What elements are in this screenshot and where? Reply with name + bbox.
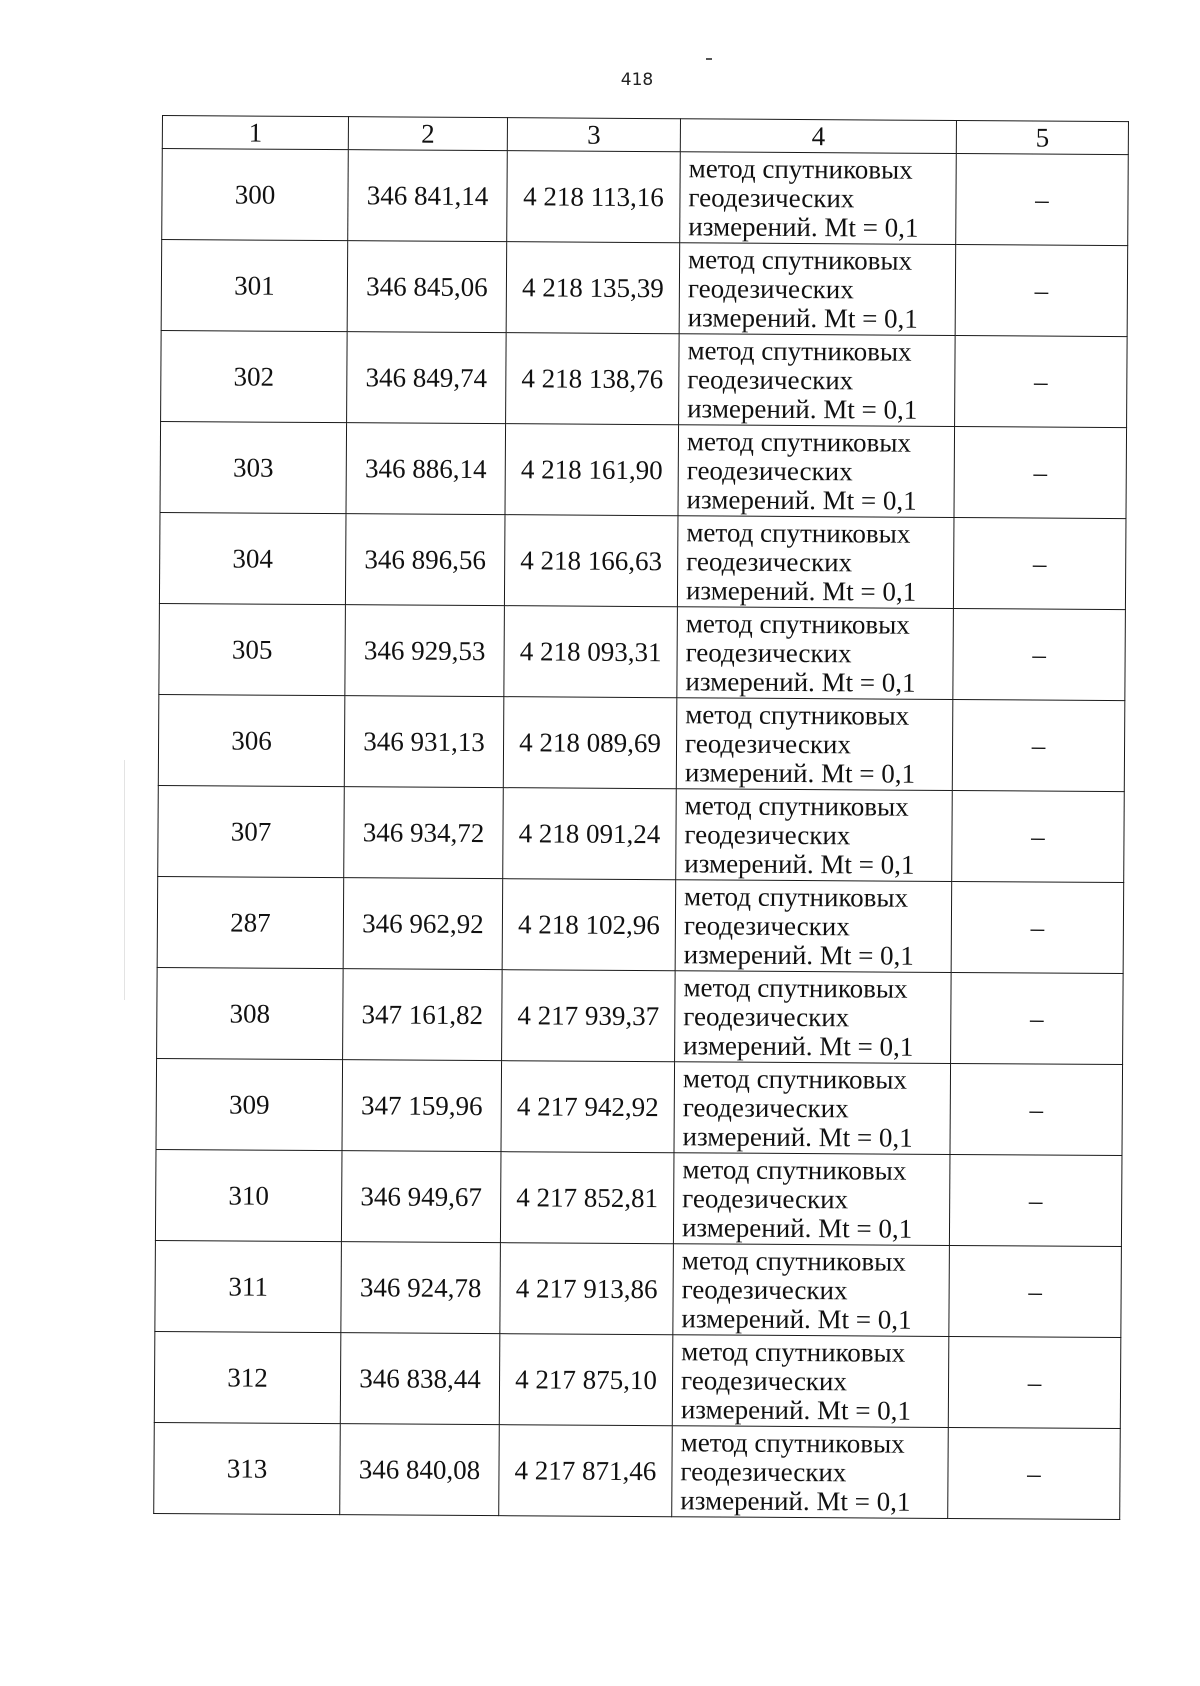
method-line: метод спутниковых (682, 1062, 908, 1095)
x-coordinate-cell: 346 849,74 (347, 332, 507, 424)
table-row (160, 421, 1127, 518)
y-coordinate-cell: 4 218 135,39 (506, 242, 680, 334)
method-cell (678, 425, 955, 518)
method-line: метод спутниковых (684, 789, 909, 822)
table-row (159, 512, 1126, 609)
point-number-cell: 301 (161, 240, 348, 332)
note-cell: – (949, 1245, 1122, 1337)
method-cell (677, 607, 954, 700)
method-line: метод спутниковых (687, 334, 912, 367)
point-number-cell: 311 (155, 1240, 342, 1332)
note-cell: – (954, 426, 1127, 518)
method-line: измерений. Mt = 0,1 (684, 756, 916, 789)
method-line: метод спутниковых (685, 607, 910, 640)
method-line: измерений. Mt = 0,1 (681, 1211, 913, 1244)
y-coordinate-cell: 4 217 913,86 (500, 1243, 674, 1335)
point-number-cell: 313 (154, 1422, 341, 1514)
table-row (155, 1240, 1122, 1337)
method-cell (674, 1062, 951, 1155)
y-coordinate-cell: 4 217 942,92 (501, 1061, 675, 1153)
method-cell (676, 789, 953, 882)
x-coordinate-cell: 346 896,56 (345, 514, 505, 606)
method-line: метод спутниковых (685, 698, 910, 731)
point-number-cell: 308 (157, 967, 344, 1059)
y-coordinate-cell: 4 218 138,76 (506, 333, 680, 425)
table-row (156, 1058, 1123, 1155)
method-line: метод спутниковых (686, 425, 912, 458)
x-coordinate-cell: 346 931,13 (344, 696, 504, 788)
method-line: измерений. Mt = 0,1 (681, 1302, 912, 1335)
y-coordinate-cell: 4 218 113,16 (507, 151, 681, 243)
x-coordinate-cell: 346 929,53 (345, 605, 505, 697)
x-coordinate-cell: 346 934,72 (344, 787, 504, 879)
x-coordinate-cell: 346 841,14 (348, 150, 508, 242)
method-line: измерений. Mt = 0,1 (683, 938, 914, 971)
method-line: измерений. Mt = 0,1 (687, 392, 918, 425)
note-cell: – (948, 1336, 1121, 1428)
method-line: метод спутниковых (686, 516, 911, 549)
method-line: метод спутниковых (688, 152, 913, 185)
y-coordinate-cell: 4 218 166,63 (504, 515, 678, 607)
note-cell: – (952, 790, 1125, 882)
point-number-cell: 302 (161, 330, 348, 422)
table-row (155, 1149, 1122, 1246)
x-coordinate-cell: 347 159,96 (342, 1060, 502, 1152)
table-row (162, 149, 1129, 246)
method-line: геодезических (687, 272, 854, 304)
x-coordinate-cell: 346 886,14 (346, 423, 506, 515)
method-line: геодезических (683, 1000, 850, 1032)
method-line: метод спутниковых (681, 1244, 906, 1277)
point-number-cell: 310 (155, 1149, 342, 1241)
point-number-cell: 300 (162, 149, 349, 241)
note-cell: – (951, 972, 1124, 1064)
method-cell (679, 334, 956, 427)
method-line: геодезических (686, 545, 853, 577)
y-coordinate-cell: 4 217 852,81 (500, 1152, 674, 1244)
point-number-cell: 306 (158, 694, 345, 786)
coordinates-table (153, 115, 1129, 1520)
page-number: 418 (620, 70, 654, 90)
method-line: метод спутниковых (682, 1153, 907, 1186)
y-coordinate-cell: 4 218 091,24 (503, 788, 677, 880)
table-row (158, 785, 1125, 882)
method-line: метод спутниковых (681, 1335, 906, 1368)
table-row (158, 694, 1125, 791)
column-header-5: 5 (956, 120, 1128, 154)
x-coordinate-cell: 347 161,82 (343, 969, 503, 1061)
table-row (154, 1331, 1121, 1428)
method-line: геодезических (681, 1273, 848, 1305)
note-cell: – (952, 699, 1125, 791)
note-cell: – (951, 881, 1124, 973)
method-line: геодезических (684, 818, 851, 850)
method-line: метод спутниковых (688, 243, 913, 276)
method-line: измерений. Mt = 0,1 (680, 1484, 911, 1517)
method-line: геодезических (683, 909, 850, 941)
scan-edge-line (124, 760, 125, 1000)
x-coordinate-cell: 346 845,06 (347, 241, 507, 333)
x-coordinate-cell: 346 924,78 (341, 1242, 501, 1334)
note-cell: – (953, 608, 1126, 700)
table-row (161, 240, 1128, 337)
method-line: геодезических (687, 363, 854, 395)
column-header-1: 1 (162, 116, 348, 150)
point-number-cell: 312 (154, 1331, 341, 1423)
method-line: геодезических (682, 1091, 849, 1123)
point-number-cell: 304 (159, 512, 346, 604)
method-cell (676, 698, 953, 791)
method-line: измерений. Mt = 0,1 (682, 1120, 913, 1153)
column-header-4: 4 (680, 119, 956, 154)
method-cell (677, 516, 954, 609)
y-coordinate-cell: 4 217 875,10 (499, 1334, 673, 1426)
method-line: геодезических (684, 727, 852, 759)
method-cell (672, 1335, 949, 1428)
table-row (157, 876, 1124, 973)
x-coordinate-cell: 346 962,92 (343, 878, 503, 970)
x-coordinate-cell: 346 838,44 (340, 1333, 500, 1425)
note-cell: – (950, 1063, 1123, 1155)
method-line: измерений. Mt = 0,1 (687, 301, 918, 334)
method-line: метод спутниковых (680, 1426, 905, 1459)
point-number-cell: 303 (160, 421, 347, 513)
method-cell (673, 1244, 950, 1337)
point-number-cell: 287 (157, 876, 344, 968)
method-cell (672, 1426, 949, 1519)
method-line: геодезических (680, 1455, 847, 1487)
method-cell (673, 1153, 950, 1246)
method-line: измерений. Mt = 0,1 (683, 1029, 914, 1062)
method-cell (675, 971, 952, 1064)
table-row (154, 1422, 1121, 1519)
column-header-2: 2 (348, 117, 507, 151)
method-line: измерений. Mt = 0,1 (686, 483, 917, 516)
note-cell: – (948, 1427, 1121, 1519)
note-cell: – (955, 244, 1128, 336)
point-number-cell: 307 (158, 785, 345, 877)
method-line: геодезических (685, 636, 852, 668)
method-line: геодезических (680, 1364, 848, 1396)
table-row (157, 967, 1124, 1064)
y-coordinate-cell: 4 218 161,90 (505, 424, 679, 516)
method-cell (680, 152, 957, 245)
column-header-3: 3 (507, 118, 680, 152)
method-cell (675, 880, 952, 973)
note-cell: – (956, 153, 1129, 245)
method-line: метод спутниковых (683, 971, 908, 1004)
point-number-cell: 309 (156, 1058, 343, 1150)
y-coordinate-cell: 4 218 089,69 (503, 697, 677, 789)
method-line: геодезических (688, 181, 855, 213)
coordinates-table-container (153, 115, 1128, 1520)
method-line: геодезических (682, 1182, 849, 1214)
method-line: измерений. Mt = 0,1 (685, 574, 917, 607)
y-coordinate-cell: 4 218 102,96 (502, 879, 676, 971)
y-coordinate-cell: 4 217 939,37 (502, 970, 676, 1062)
point-number-cell: 305 (159, 603, 346, 695)
method-line: измерений. Mt = 0,1 (684, 847, 915, 880)
note-cell: – (953, 517, 1126, 609)
method-line: измерений. Mt = 0,1 (680, 1393, 912, 1426)
note-cell: – (955, 335, 1128, 427)
table-body (154, 149, 1129, 1520)
page-mark (706, 58, 712, 60)
x-coordinate-cell: 346 949,67 (341, 1151, 501, 1243)
y-coordinate-cell: 4 218 093,31 (504, 606, 678, 698)
y-coordinate-cell: 4 217 871,46 (499, 1425, 673, 1517)
note-cell: – (949, 1154, 1122, 1246)
method-line: метод спутниковых (684, 880, 909, 913)
method-cell (679, 243, 956, 336)
x-coordinate-cell: 346 840,08 (340, 1424, 500, 1516)
table-row (159, 603, 1126, 700)
method-line: измерений. Mt = 0,1 (685, 665, 916, 698)
table-row (161, 330, 1128, 427)
method-line: измерений. Mt = 0,1 (688, 210, 919, 243)
method-line: геодезических (686, 454, 853, 486)
